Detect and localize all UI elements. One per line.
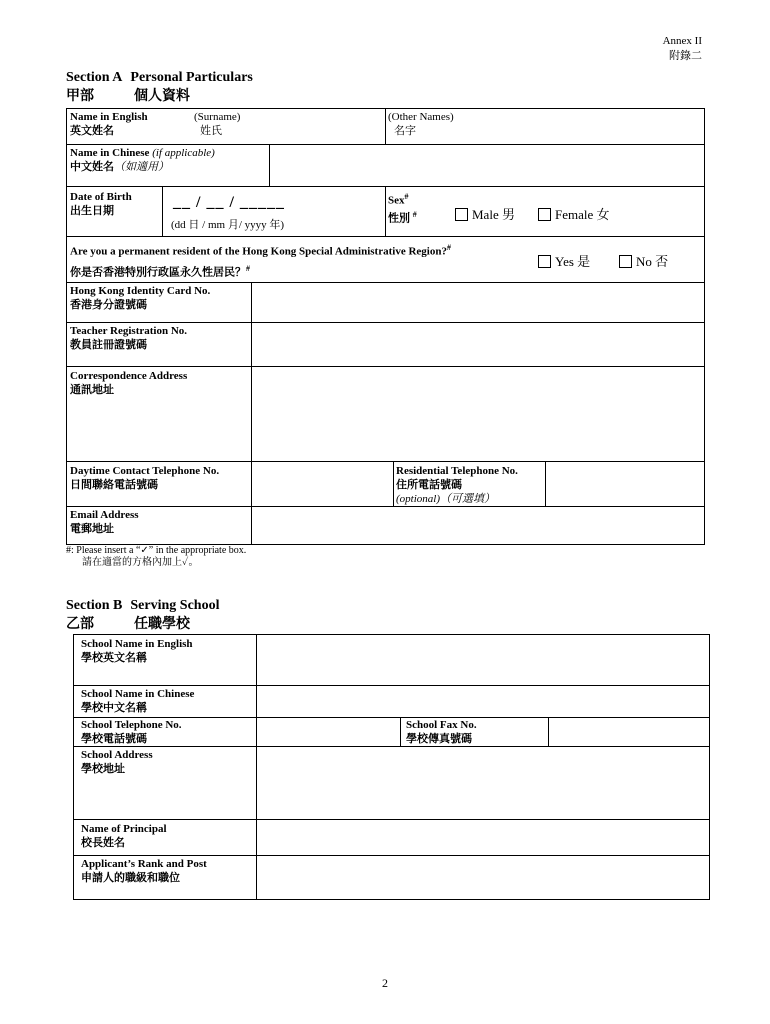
applicant-rank-field[interactable] — [259, 858, 707, 898]
resident-no-option[interactable]: No 否 — [619, 251, 668, 270]
principal-name-field[interactable] — [259, 822, 707, 853]
surname-field[interactable] — [250, 126, 380, 142]
other-names-field[interactable] — [430, 126, 700, 142]
yes-checkbox[interactable] — [538, 255, 551, 268]
daytime-telephone-field[interactable] — [254, 464, 390, 504]
male-checkbox[interactable] — [455, 208, 468, 221]
email-label: Email Address 電郵地址 — [70, 509, 139, 535]
school-name-english-field[interactable] — [259, 637, 707, 683]
surname-label: (Surname) 姓氏 — [194, 111, 241, 137]
permanent-resident-label: Are you a permanent resident of the Hong Kong Special Administrative Region?# 你是否香港特別行政區永久性居民？# — [70, 243, 451, 279]
teacher-registration-label: Teacher Registration No. 教員註冊證號碼 — [70, 325, 188, 351]
teacher-registration-field[interactable] — [254, 325, 702, 364]
no-checkbox[interactable] — [619, 255, 632, 268]
sex-female-option[interactable]: Female 女 — [538, 204, 610, 223]
sex-label: Sex# 性別 # — [388, 192, 417, 225]
school-address-field[interactable] — [259, 749, 707, 817]
name-chinese-label: Name in Chinese (if applicable) 中文姓名（如適用） — [70, 147, 215, 173]
residential-telephone-field[interactable] — [548, 464, 702, 504]
school-name-chinese-field[interactable] — [259, 688, 707, 715]
footnote-zh: 請在適當的方格內加上✓。 — [82, 557, 199, 568]
correspondence-address-field[interactable] — [254, 369, 702, 459]
footnote-en: #: Please insert a “✓” in the appropriate box. — [66, 545, 247, 556]
correspondence-address-label: Correspondence Address 通訊地址 — [70, 370, 188, 396]
other-names-label: (Other Names) 名字 — [388, 111, 454, 137]
name-english-label: Name in English 英文姓名 — [70, 111, 148, 137]
resident-yes-option[interactable]: Yes 是 — [538, 251, 590, 270]
section-b-title: Section B Serving School 乙部 任職學校 — [66, 598, 220, 632]
email-field[interactable] — [254, 509, 702, 543]
school-address-label: School Address 學校地址 — [81, 749, 153, 775]
page-number: 2 — [382, 976, 388, 990]
dob-label: Date of Birth 出生日期 — [70, 191, 132, 217]
name-chinese-field[interactable] — [272, 147, 702, 183]
school-telephone-field[interactable] — [259, 719, 397, 744]
residential-telephone-label: Residential Telephone No. 住所電話號碼 (optional)（可選填） — [396, 465, 518, 505]
school-name-chinese-label: School Name in Chinese 學校中文名稱 — [81, 688, 195, 714]
school-fax-label: School Fax No. 學校傳真號碼 — [406, 719, 477, 745]
hkid-label: Hong Kong Identity Card No. 香港身分證號碼 — [70, 285, 211, 311]
female-checkbox[interactable] — [538, 208, 551, 221]
school-fax-field[interactable] — [551, 719, 707, 744]
annex-label: Annex II 附錄二 — [662, 35, 702, 62]
dob-field[interactable]: __ / __ / _____ — [173, 194, 285, 211]
sex-male-option[interactable]: Male 男 — [455, 204, 515, 223]
daytime-telephone-label: Daytime Contact Telephone No. 日間聯絡電話號碼 — [70, 465, 220, 491]
principal-name-label: Name of Principal 校長姓名 — [81, 823, 167, 849]
hkid-field[interactable] — [254, 285, 702, 320]
section-a-title: Section A Personal Particulars 甲部 個人資料 — [66, 70, 253, 104]
school-telephone-label: School Telephone No. 學校電話號碼 — [81, 719, 182, 745]
school-name-english-label: School Name in English 學校英文名稱 — [81, 638, 193, 664]
applicant-rank-label: Applicant’s Rank and Post 申請人的職級和職位 — [81, 858, 207, 884]
dob-format-hint: (dd 日 / mm 月/ yyyy 年) — [171, 219, 285, 231]
